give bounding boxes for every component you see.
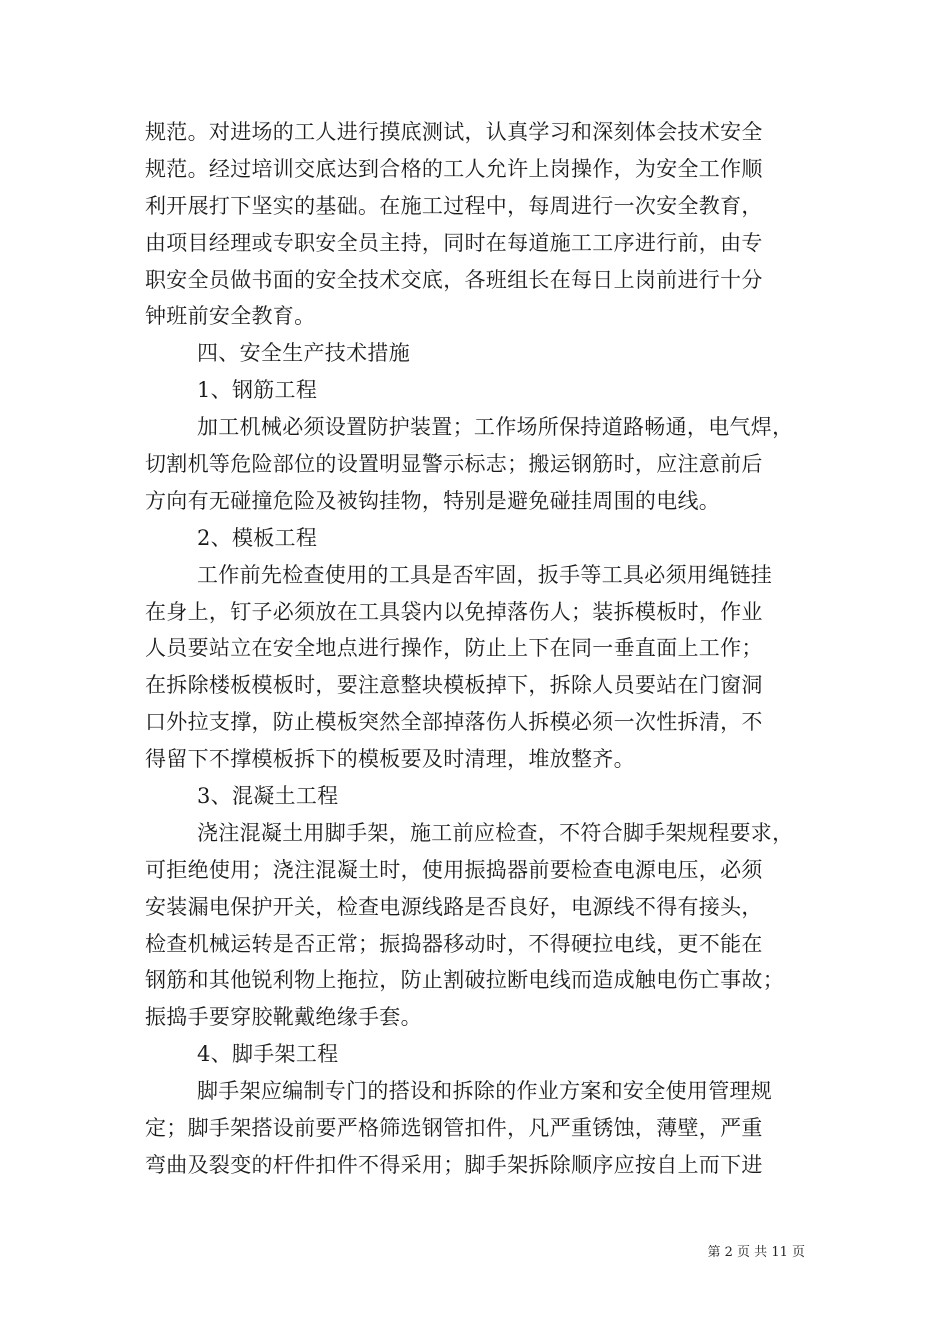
text-line: 人员要站立在安全地点进行操作，防止上下在同一垂直面上工作；: [145, 636, 763, 661]
text-line: 可拒绝使用；浇注混凝土时，使用振捣器前要检查电源电压，必须: [145, 857, 763, 882]
text-line: 2、模板工程: [197, 525, 318, 550]
text-line: 加工机械必须设置防护装置；工作场所保持道路畅通，电气焊，: [197, 415, 794, 440]
text-line: 4、脚手架工程: [197, 1042, 339, 1067]
text-line: 方向有无碰撞危险及被钩挂物，特别是避免碰挂周围的电线。: [145, 488, 721, 513]
text-line: 钢筋和其他锐利物上拖拉，防止割破拉断电线而造成触电伤亡事故；: [145, 968, 784, 993]
text-line: 工作前先检查使用的工具是否牢固，扳手等工具必须用绳链挂: [197, 562, 773, 587]
text-line: 利开展打下坚实的基础。在施工过程中，每周进行一次安全教育，: [145, 193, 763, 218]
text-line: 在拆除楼板模板时，要注意整块模板掉下，拆除人员要站在门窗洞: [145, 673, 763, 698]
text-line: 浇注混凝土用脚手架，施工前应检查，不符合脚手架规程要求，: [197, 820, 794, 845]
text-line: 切割机等危险部位的设置明显警示标志；搬运钢筋时，应注意前后: [145, 452, 763, 477]
text-line: 在身上，钉子必须放在工具袋内以免掉落伤人；装拆模板时，作业: [145, 599, 763, 624]
text-line: 振捣手要穿胶靴戴绝缘手套。: [145, 1005, 422, 1030]
text-line: 弯曲及裂变的杆件扣件不得采用；脚手架拆除顺序应按自上而下进: [145, 1152, 763, 1177]
document-body: [145, 114, 810, 1184]
text-line: 规范。对进场的工人进行摸底测试，认真学习和深刻体会技术安全: [145, 120, 763, 144]
text-line: 得留下不撑模板拆下的模板要及时清理，堆放整齐。: [145, 747, 635, 772]
text-line: 口外拉支撑，防止模板突然全部掉落伤人拆模必须一次性拆清，不: [145, 710, 763, 735]
text-line: 职安全员做书面的安全技术交底，各班组长在每日上岗前进行十分: [145, 267, 763, 292]
text-line: 检查机械运转是否正常；振捣器移动时，不得硬拉电线，更不能在: [145, 931, 763, 956]
text-line: 安装漏电保护开关，检查电源线路是否良好，电源线不得有接头，: [145, 894, 763, 919]
text-line: 3、混凝土工程: [197, 784, 339, 809]
page-number: 第 2 页 共 11 页: [707, 1245, 805, 1260]
text-line: 1、钢筋工程: [197, 378, 318, 403]
text-line: 由项目经理或专职安全员主持，同时在每道施工工序进行前，由专: [145, 230, 763, 255]
text-line: 脚手架应编制专门的搭设和拆除的作业方案和安全使用管理规: [197, 1079, 773, 1104]
text-line: 规范。经过培训交底达到合格的工人允许上岗操作，为安全工作顺: [145, 156, 763, 181]
text-line: 钟班前安全教育。: [145, 304, 316, 329]
text-line: 四、安全生产技术措施: [197, 341, 410, 366]
text-line: 定；脚手架搭设前要严格筛选钢管扣件，凡严重锈蚀，薄壁，严重: [145, 1116, 763, 1141]
